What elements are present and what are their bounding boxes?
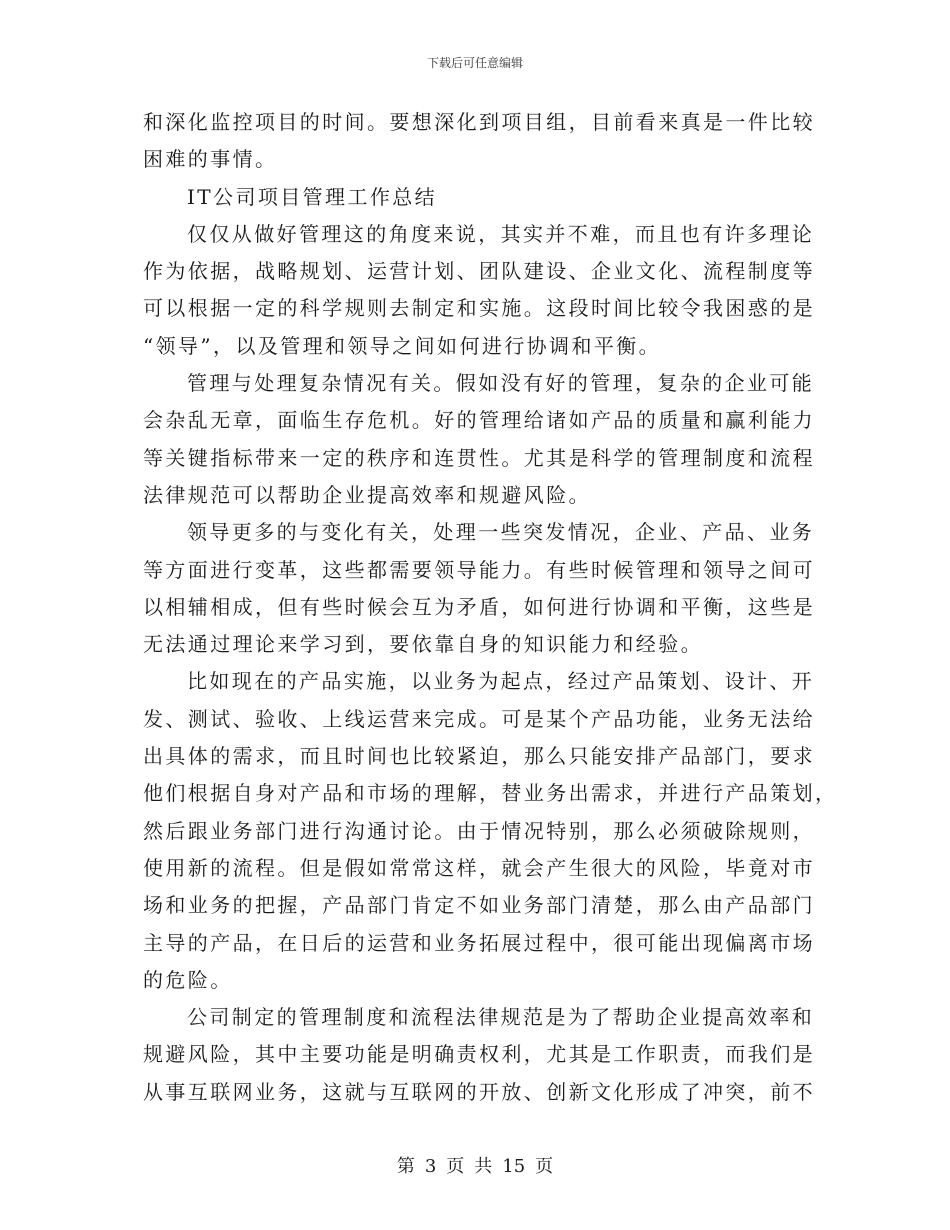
text-line: 作为依据，战略规划、运营计划、团队建设、企业文化、流程制度等	[143, 259, 815, 284]
text-line: 领导更多的与变化有关，处理一些突发情况，企业、产品、业务	[187, 520, 815, 545]
page-footer	[0, 1152, 950, 1178]
section-title	[143, 179, 803, 216]
text-line: 会杂乱无章，面临生存危机。好的管理给诸如产品的质量和赢利能力	[143, 408, 815, 433]
text-line: 法律规范可以帮助企业提高效率和规避风险。	[143, 482, 591, 507]
document-body	[143, 104, 838, 1111]
text-line: 困难的事情。	[143, 147, 278, 172]
text-line: 从事互联网业务，这就与互联网的开放、创新文化形成了冲突，前不	[143, 1079, 815, 1104]
page-header: 下载后可任意编辑	[426, 56, 523, 70]
text-line: 可以根据一定的科学规则去制定和实施。这段时间比较令我困惑的是	[143, 296, 815, 321]
total-pages: 15	[502, 1156, 526, 1177]
text-line: 场和业务的把握，产品部门肯定不如业务部门清楚，那么由产品部门	[143, 893, 815, 918]
paragraph	[143, 999, 815, 1111]
text-line: 出具体的需求，而且时间也比较紧迫，那么只能安排产品部门，要求	[143, 744, 815, 769]
paragraph	[143, 365, 815, 514]
text-line: 管理与处理复杂情况有关。假如没有好的管理，复杂的企业可能	[187, 371, 815, 396]
text-line: 使用新的流程。但是假如常常这样，就会产生很大的风险，毕竟对市	[143, 855, 815, 880]
text-line: 比如现在的产品实施，以业务为起点，经过产品策划、设计、开	[187, 669, 815, 694]
footer-suffix: 页	[535, 1156, 554, 1177]
text-line: 公司制定的管理制度和流程法律规范是为了帮助企业提高效率和	[187, 1005, 815, 1030]
text-line: “领导”，以及管理和领导之间如何进行协调和平衡。	[143, 333, 662, 358]
text-line: 等方面进行变革，这些都需要领导能力。有些时候管理和领导之间可	[143, 557, 815, 582]
text-line: 发、测试、验收、上线运营来完成。可是某个产品功能，业务无法给	[143, 706, 815, 731]
text-line: 的危险。	[143, 967, 233, 992]
footer-prefix: 第	[396, 1156, 415, 1177]
text-line: 无法通过理论来学习到，要依靠自身的知识能力和经验。	[143, 632, 703, 657]
text-line: 规避风险，其中主要功能是明确责权利，尤其是工作职责，而我们是	[143, 1042, 815, 1067]
paragraph	[143, 514, 815, 663]
text-line: 以相辅相成，但有些时候会互为矛盾，如何进行协调和平衡，这些是	[143, 594, 815, 619]
page-number: 3	[424, 1156, 437, 1177]
footer-of: 共	[474, 1156, 493, 1177]
text-line: 然后跟业务部门进行沟通讨论。由于情况特别，那么必须破除规则，	[143, 818, 815, 843]
text-line: 和深化监控项目的时间。要想深化到项目组，目前看来真是一件比较	[143, 110, 815, 134]
paragraph	[143, 216, 815, 365]
paragraph	[143, 104, 815, 179]
paragraph	[143, 663, 838, 999]
text-line: 主导的产品，在日后的运营和业务拓展过程中，很可能出现偏离市场	[143, 930, 815, 955]
footer-mid: 页	[446, 1156, 465, 1177]
text-line: IT公司项目管理工作总结	[187, 184, 438, 209]
text-line: 仅仅从做好管理这的角度来说，其实并不难，而且也有许多理论	[187, 221, 815, 246]
text-line: 他们根据自身对产品和市场的理解，替业务出需求，并进行产品策划，	[143, 781, 838, 806]
text-line: 等关键指标带来一定的秩序和连贯性。尤其是科学的管理制度和流程	[143, 445, 815, 470]
